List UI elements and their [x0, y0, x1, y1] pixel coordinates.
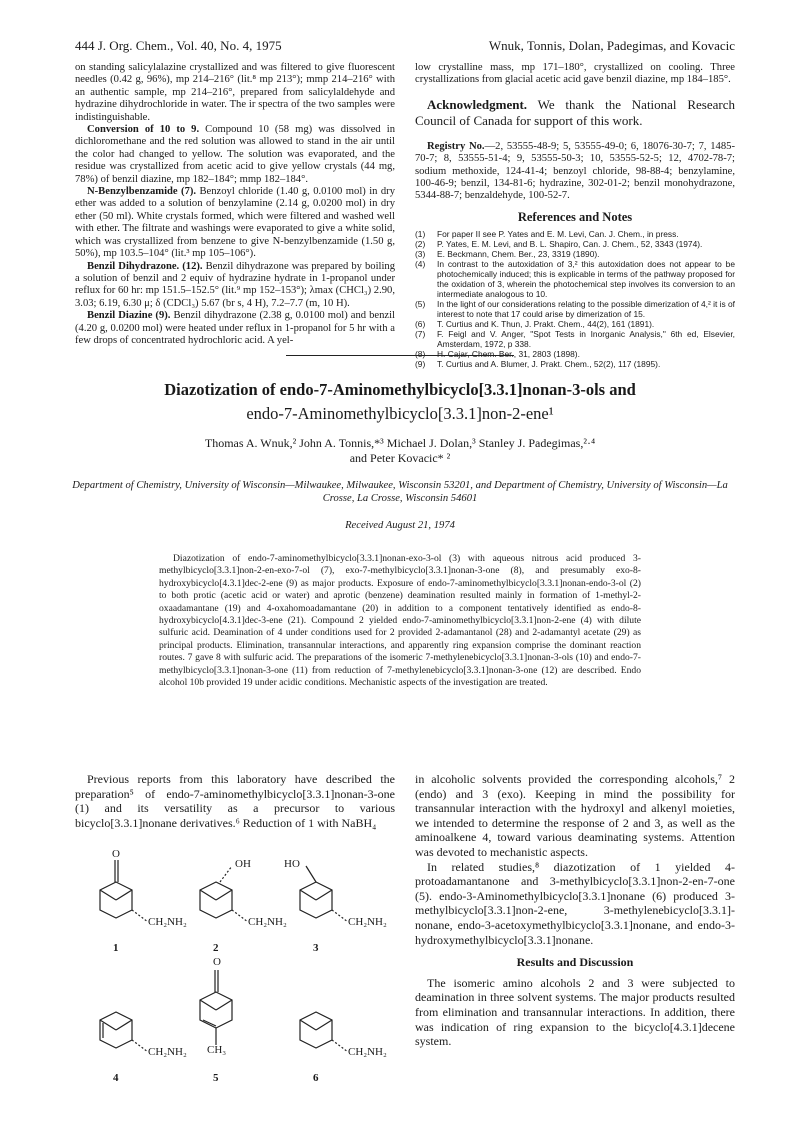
authors-line-2: and Peter Kovacic* ²	[349, 451, 451, 465]
title-line-2: endo-7-Aminomethylbicyclo[3.3.1]non-2-ene¹	[246, 404, 554, 423]
structure-6-label: 6	[313, 1072, 319, 1084]
structure-2-amine: CH₂NH₂	[248, 916, 287, 928]
registry-numbers	[415, 141, 735, 203]
reference-text: E. Beckmann, Chem. Ber., 23, 3319 (1890).	[437, 249, 600, 260]
paragraph-head: Benzil Diazine (9).	[87, 310, 171, 322]
reference-item	[415, 319, 735, 329]
journal-citation: 444 J. Org. Chem., Vol. 40, No. 4, 1975	[75, 38, 282, 53]
structure-1-amine: CH₂NH₂	[148, 916, 187, 928]
reference-number: (6)	[415, 319, 426, 330]
structure-1	[100, 860, 148, 922]
paragraph: The isomeric amino alcohols 2 and 3 were subjected to deamination in three solvent systems. The major products resulted from elimination and transannular interactions. In addition, there was indication of ring expansion to the bicyclo[4.3.1]decene system.	[415, 975, 735, 1049]
paragraph: on standing salicylalazine crystallized and was filtered to give fluorescent needles (0.42 g, 96%), mp 214–216° (lit.⁸ mp 213°); mmp 214–216° with an authentic sample, mp 214–216°, prepared from salicylaldehyde and hydrazine dihydrochloride in water. The ir spectra of the two samples were indistinguishable.	[75, 62, 395, 123]
title-line-1: Diazotization of endo-7-Aminomethylbicyclo[3.3.1]nonan-3-ols and	[164, 380, 636, 399]
reference-item	[415, 229, 735, 239]
structure-5-label: 5	[213, 1072, 219, 1084]
reference-item	[415, 299, 735, 319]
authors-line-1: Thomas A. Wnuk,² John A. Tonnis,*³ Michael J. Dolan,³ Stanley J. Padegimas,²·⁴	[204, 436, 596, 450]
structure-2-label: 2	[213, 942, 219, 954]
structure-4-amine: CH₂NH₂	[148, 1046, 187, 1058]
paragraph	[75, 261, 395, 311]
paragraph	[75, 310, 395, 347]
registry-text: —2, 53555-48-9; 5, 53555-49-0; 6, 18076-30-7; 7, 1485-70-7; 8, 53555-51-4; 9, 53555-50-3; 10, 53555-52-5; 12, 4702-78-7; sodium methoxide, 124-41-4; benzoyl chloride, 98-88-4; benzylamine, 100-46-9; benzil, 134-81-6; hydrazine, 302-01-2; benzil monohydrazone, 5344-88-7; benzaldehyde, 100-52-7.	[415, 140, 735, 202]
received-date: Received August 21, 1974	[345, 520, 455, 531]
bottom-right-column	[415, 772, 735, 1049]
reference-number: (4)	[415, 259, 426, 270]
reference-item	[415, 259, 735, 299]
registry-head: Registry No.	[427, 140, 485, 152]
paragraph-text: Benzil dihydrazone was prepared by boiling a solution of benzil and 2 equiv of hydrazine hydrate in 1-propanol under reflux for 60 hr: mp 151.5–152.5° (lit.⁹ mp 152–153°); λmax (CHCl₃) 2.90, 3.03; 6.19, 6.30 μ; δ (CDCl₃) 5.67 (br s, 4 H), 7.2–7.7 (m, 10 H).	[75, 260, 395, 309]
top-right-column	[415, 62, 735, 369]
paragraph-head: Benzil Dihydrazone. (12).	[87, 260, 203, 272]
reference-text: H. Cajar, Chem. Ber., 31, 2803 (1898).	[437, 349, 580, 360]
paragraph	[75, 124, 395, 186]
reference-item	[415, 249, 735, 259]
paragraph: In related studies,⁸ diazotization of 1 yielded 4-protoadamantanone and 3-methylbicyclo[3.3.1]non-2-en-7-one (5). endo-3-Aminomethylbicyclo[3.3.1]nonane (6) produced 3-methylbicyclo[3.3.1]non-2-ene, 3-methylenebicyclo[3.3.1]-nonane, endo-3-acetoxymethylbicyclo[3.3.1]nonane, and endo-3-hydroxymethylbicyclo[3.3.1]nonane.	[415, 859, 735, 947]
structure-4-label: 4	[113, 1072, 119, 1084]
structure-5	[200, 970, 232, 1045]
paragraph-text: Benzil dihydrazone (2.38 g, 0.0100 mol) and benzil (4.20 g, 0.0200 mol) were heated under reflux in 1-propanol for 5 hr with a few drops of concentrated hydrochloric acid. A yel-	[75, 310, 395, 346]
acknowledgment	[415, 97, 735, 129]
structures-figure	[80, 850, 400, 1090]
structure-2	[200, 866, 248, 922]
reference-text: T. Curtius and K. Thun, J. Prakt. Chem., 44(2), 161 (1891).	[437, 319, 655, 330]
structure-3-label: 3	[313, 942, 319, 954]
reference-item	[415, 239, 735, 249]
reference-number: (2)	[415, 239, 426, 250]
paragraph-head: Conversion of 10 to 9.	[87, 124, 200, 136]
abstract: Diazotization of endo-7-aminomethylbicyclo[3.3.1]nonan-exo-3-ol (3) with aqueous nitrous acid produced 3-methylbicyclo[3.3.1]non-2-en-exo-7-ol (7), exo-7-methylbicyclo[3.3.1]nonan-3-one (8), and presumably exo-8-hydroxybicyclo[4.3.1]dec-2-ene (9) as major products. Exposure of endo-7-aminomethylbicyclo[3.3.1]nonan-endo-3-ol (2) to both protic (acetic acid or water) and aprotic (benzene) deamination resulted mainly in formation of 1-methyl-2-oxaadamantane (19) and 4-oxahomoadamantane (20) in addition to a component tentatively identified as endo-8-hydroxybicyclo[4.3.1]dec-3-ene (21). Compound 2 yielded endo-7-aminomethylbicyclo[3.3.1]non-2-ene (4) with dilute sulfuric acid. Deamination of 4 under conditions used for 2 provided 2-adamantanol (28) and 2-adamantyl acetate (29) as principal products. Elimination, transannular interactions, and apparently ring expansion comprise the dominant reaction routes. 7 gave 8 with sulfuric acid. The preparations of the isomeric 7-methylenebicyclo[3.3.1]nonan-3-ols (10) and endo-7-methylbicyclo[3.3.1]nonan-3-one (11) from reduction of 7-methylenebicyclo[3.3.1]nonan-3-one (12) are described. Endo alcohol 10b provided 19 under acidic conditions. Mechanistic aspects of the investigation are treated.	[159, 553, 641, 689]
reference-item	[415, 329, 735, 349]
reference-item	[415, 359, 735, 369]
references-list	[415, 229, 735, 369]
affiliation: Department of Chemistry, University of Wisconsin—Milwaukee, Milwaukee, Wisconsin 53201, and Department of Chemistry, University of Wisconsin—La Crosse, La Crosse, Wisconsin 54601	[72, 480, 728, 504]
reference-text: In contrast to the autoxidation of 3,² this autoxidation does not appear to be photochemically induced; this is explicable in terms of the pathway proposed for the oxidation of 3, wherein the photochemical step involves its conversion to an intermediate analogous to 10.	[437, 259, 735, 300]
article-title	[60, 378, 740, 426]
paragraph	[75, 186, 395, 260]
structure-2-substituent: OH	[235, 858, 251, 870]
structure-5-substituent: O	[213, 956, 221, 968]
paragraph-text: Benzoyl chloride (1.40 g, 0.0100 mol) in dry ether was added to a solution of benzylamine (2.14 g, 0.0200 mol) in dry ether (50 ml). White crystals formed, which were filtered and washed well with ether. The filtrate and washings were evaporated to give a white solid, which was crystallized from benzene to give N-benzylbenzamide (1.50 g, 50%), mp 103.5–104° (lit.³ mp 105–106°).	[75, 186, 395, 260]
structure-5-methyl: CH₃	[207, 1044, 227, 1056]
reference-number: (5)	[415, 299, 426, 310]
structure-1-label: 1	[113, 942, 119, 954]
section-divider	[286, 355, 514, 356]
structure-3-amine: CH₂NH₂	[348, 916, 387, 928]
author-list	[60, 436, 740, 466]
reference-text: In the light of our considerations relating to the possible dimerization of 4,² it is of interest to note that 17 could arise by dimerization of 15.	[437, 299, 735, 320]
acknowledgment-text: We thank the National Research Council of Canada for support of this work.	[415, 96, 735, 128]
paragraph: low crystalline mass, mp 171–180°, crystallized on cooling. Three crystallizations from glacial acetic acid gave benzil diazine, mp 184–185°.	[415, 62, 735, 86]
paragraph-head: N-Benzylbenzamide (7).	[87, 186, 197, 198]
references-title: References and Notes	[517, 209, 633, 224]
paragraph: Previous reports from this laboratory have described the preparation⁵ of endo-7-aminomethylbicyclo[3.3.1]nonan-3-one (1) and its versatility as a precursor to various bicyclo[3.3.1]nonane derivatives.⁶ Reduction of 1 with NaBH₄	[75, 772, 395, 830]
structure-6	[300, 1012, 348, 1052]
bottom-left-column	[75, 772, 395, 830]
structure-1-substituent: O	[112, 848, 120, 860]
reference-text: T. Curtius and A. Blumer, J. Prakt. Chem., 52(2), 117 (1895).	[437, 359, 661, 370]
results-discussion-heading: Results and Discussion	[516, 955, 634, 970]
reference-number: (9)	[415, 359, 426, 370]
reference-number: (7)	[415, 329, 426, 340]
paragraph: in alcoholic solvents provided the corresponding alcohols,⁷ 2 (endo) and 3 (exo). Keeping in mind the possibility for transannular interaction with the hydroxyl and alkenyl moieties, we intended to determine the response of 2 and 3, as well as the aminoalkene 4, toward various deaminating systems. Attention was devoted to mechanistic aspects.	[415, 772, 735, 859]
reference-number: (8)	[415, 349, 426, 360]
structure-6-amine: CH₂NH₂	[348, 1046, 387, 1058]
reference-number: (1)	[415, 229, 426, 240]
reference-text: P. Yates, E. M. Levi, and B. L. Shapiro, Can. J. Chem., 52, 3343 (1974).	[437, 239, 703, 250]
paragraph-text: Compound 10 (58 mg) was dissolved in dichloromethane and the red solution was allowed to stand in the air until the color had changed to yellow. The solution was evaporated, and the residue was crystallized from acetic acid to give yellow crystals (44 mg, 78%) of benzil diazine, mp 182–184°; mmp 182–184°.	[75, 124, 395, 185]
structure-3	[300, 866, 348, 922]
structure-3-substituent: HO	[284, 858, 300, 870]
structure-4	[100, 1012, 148, 1052]
reference-text: F. Feigl and V. Anger, "Spot Tests in Inorganic Analysis," 6th ed, Elsevier, Amsterdam, 1972, p 338.	[437, 329, 735, 350]
top-left-column	[75, 62, 395, 347]
acknowledgment-head: Acknowledgment.	[427, 96, 528, 112]
reference-text: For paper II see P. Yates and E. M. Levi, Can. J. Chem., in press.	[437, 229, 679, 240]
reference-number: (3)	[415, 249, 426, 260]
header-authors: Wnuk, Tonnis, Dolan, Padegimas, and Kovacic	[488, 38, 735, 53]
